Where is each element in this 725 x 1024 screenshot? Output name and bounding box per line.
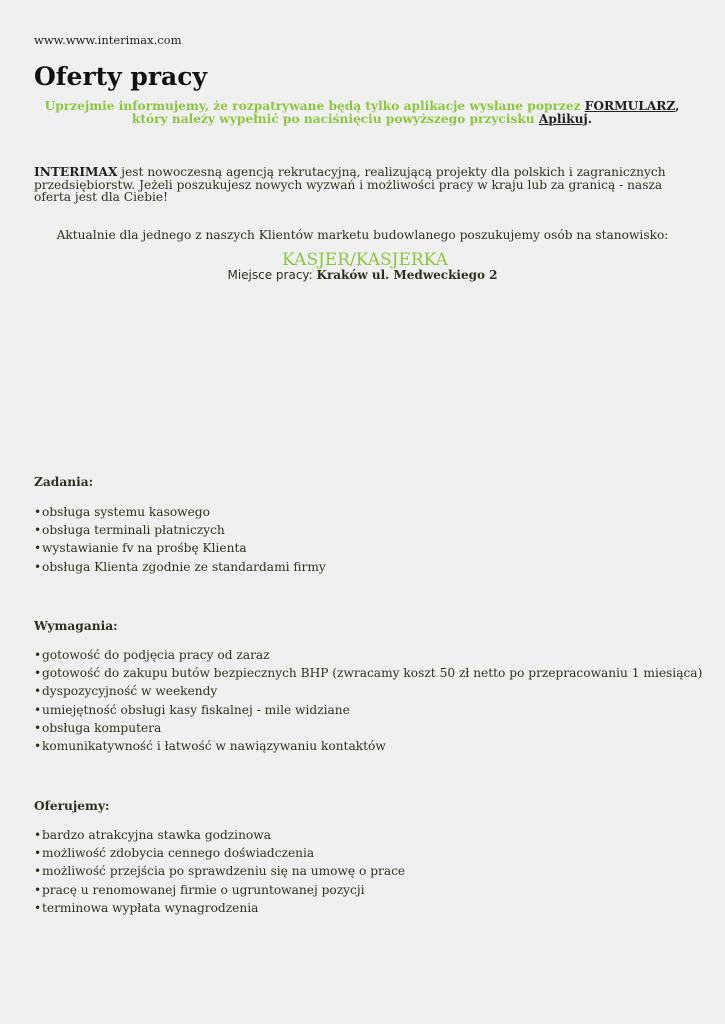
list-item-text: obsługa komputera — [42, 720, 162, 735]
list-item — [34, 862, 405, 880]
site-url: www.www.interimax.com — [34, 33, 182, 47]
list-item-text: gotowość do zakupu butów bezpiecznych BHP (zwracamy koszt 50 zł netto po przepracowaniu 1 miesiąca) — [42, 666, 703, 681]
location-value: Kraków ul. Medweckiego 2 — [316, 268, 498, 282]
tasks-heading: Zadania: — [34, 475, 94, 489]
list-item-text: umiejętność obsługi kasy fiskalnej - mile widziane — [42, 702, 350, 717]
intro-text: jest nowoczesną agencją rekrutacyjną, realizującą projekty dla polskich i zagranicznych przedsiębiorstw. Jeżeli poszukujesz nowych wyzwań i możliwości pracy w kraju lub za granicą - nasza oferta jest dla Ciebie! — [34, 165, 666, 204]
list-item-text: obsługa systemu kasowego — [42, 505, 210, 519]
notice-text-2: który należy wypełnić po naciśnięciu powyższego przycisku — [131, 112, 539, 126]
list-item-text: komunikatywność i łatwość w nawiązywaniu kontaktów — [42, 738, 386, 753]
bullet: • — [34, 738, 42, 753]
bullet: • — [34, 505, 42, 519]
bullet: • — [34, 541, 42, 556]
list-item — [34, 719, 702, 737]
bullet: • — [34, 882, 42, 897]
notice-comma: , — [675, 99, 680, 113]
position-title: KASJER/KASJERKA — [282, 250, 448, 270]
bullet: • — [34, 684, 42, 699]
list-item-text: możliwość zdobycia cennego doświadczenia — [42, 846, 315, 861]
notice-period: . — [587, 112, 593, 126]
bullet: • — [34, 846, 42, 861]
bullet: • — [34, 864, 42, 879]
list-item-text: obsługa Klienta zgodnie ze standardami firmy — [42, 559, 326, 574]
location-label: Miejsce pracy: — [227, 268, 317, 282]
apply-link[interactable]: Aplikuj — [538, 112, 588, 126]
list-item-text: możliwość przejścia po sprawdzeniu się na umowę o prace — [42, 864, 406, 879]
offer-intro: Aktualnie dla jednego z naszych Klientów marketu budowlanego poszukujemy osób na stanowisko: — [56, 228, 669, 242]
list-item — [34, 558, 326, 576]
company-name: INTERIMAX — [34, 165, 118, 179]
list-item — [34, 539, 326, 557]
bullet: • — [34, 720, 42, 735]
bullet: • — [34, 702, 42, 717]
list-item — [34, 646, 702, 664]
list-item — [34, 844, 405, 862]
list-item-text: dyspozycyjność w weekendy — [42, 684, 218, 699]
list-item — [34, 899, 405, 917]
list-item — [34, 664, 702, 682]
requirements-heading: Wymagania: — [34, 619, 118, 633]
bullet: • — [34, 828, 42, 842]
bullet: • — [34, 559, 42, 574]
list-item-text: terminowa wypłata wynagrodzenia — [42, 900, 259, 915]
list-item — [34, 521, 326, 539]
offer-heading: Oferujemy: — [34, 799, 110, 813]
bullet: • — [34, 523, 42, 538]
list-item — [34, 737, 702, 755]
application-notice — [34, 100, 690, 126]
list-item — [34, 682, 702, 700]
requirements-list — [34, 646, 702, 755]
list-item-text: bardzo atrakcyjna stawka godzinowa — [42, 828, 271, 842]
company-intro — [34, 166, 694, 204]
list-item — [34, 826, 405, 844]
form-link[interactable]: FORMULARZ — [584, 99, 676, 113]
tasks-list — [34, 503, 326, 576]
list-item-text: wystawianie fv na prośbę Klienta — [42, 541, 247, 556]
list-item — [34, 701, 702, 719]
list-item — [34, 881, 405, 899]
page-title: Oferty pracy — [34, 62, 207, 91]
bullet: • — [34, 648, 42, 662]
list-item-text: obsługa terminali płatniczych — [42, 523, 225, 538]
list-item-text: pracę u renomowanej firmie o ugruntowanej pozycji — [42, 882, 365, 897]
list-item — [34, 503, 326, 521]
bullet: • — [34, 900, 42, 915]
notice-text-1: Uprzejmie informujemy, że rozpatrywane będą tylko aplikacje wysłane poprzez — [44, 99, 585, 113]
work-location — [0, 268, 725, 282]
bullet: • — [34, 666, 42, 681]
offer-list — [34, 826, 405, 917]
list-item-text: gotowość do podjęcia pracy od zaraz — [42, 648, 270, 662]
